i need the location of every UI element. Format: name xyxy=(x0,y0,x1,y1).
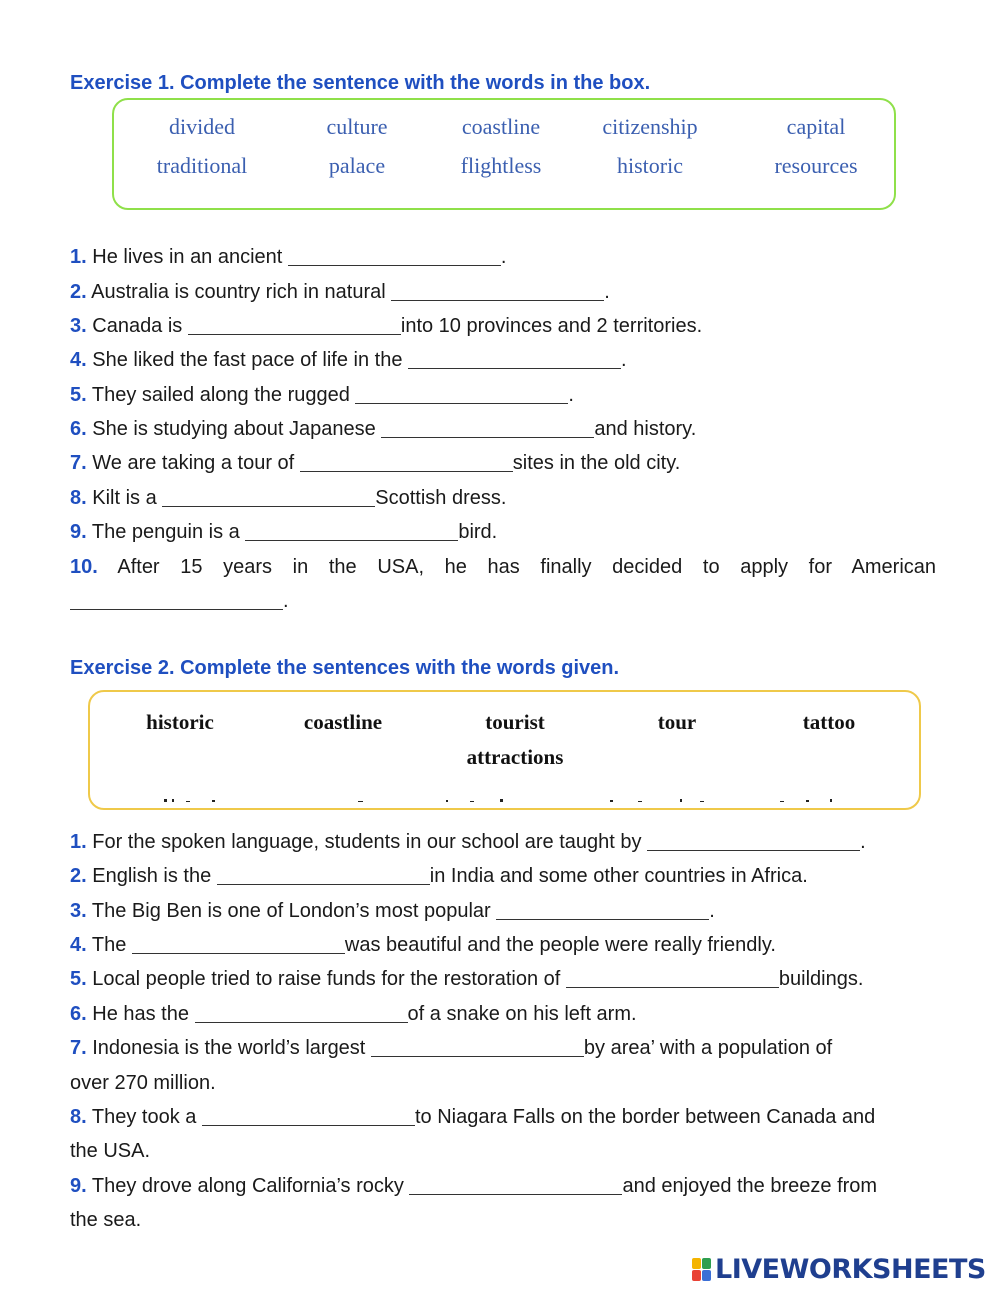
word-box-word: divided xyxy=(169,114,235,139)
sentence-7 xyxy=(70,451,936,475)
ex2-sentence-9 xyxy=(70,1174,936,1198)
sentence-number: 6. xyxy=(70,418,87,440)
sentence-text: sites in the old city. xyxy=(512,452,681,474)
word-box-word: citizenship xyxy=(602,114,698,139)
sentence-number: 8. xyxy=(70,1106,87,1128)
sentence-text: They took a xyxy=(91,1106,202,1128)
word-box-word: traditional xyxy=(156,153,248,178)
word-box-word: capital xyxy=(786,114,846,139)
sentence-text: was beautiful and the people were really friendly. xyxy=(344,934,776,956)
sentence-text: They sailed along the rugged xyxy=(91,384,356,406)
answer-blank[interactable] xyxy=(245,520,458,541)
answer-blank[interactable] xyxy=(647,830,860,851)
sentence-text: The penguin is a xyxy=(91,521,246,543)
sentence-text: He has the xyxy=(92,1003,195,1025)
sentence-text: Local people tried to raise funds for the restoration of xyxy=(92,968,566,990)
word-box-word: attractions xyxy=(466,745,564,769)
sentence-text: We are taking a tour of xyxy=(92,452,300,474)
sentence-text: He lives in an ancient xyxy=(92,246,288,268)
sentence-text: . xyxy=(283,590,289,612)
sentence-text: She liked the fast pace of life in the xyxy=(92,349,409,371)
answer-blank[interactable] xyxy=(355,383,568,404)
answer-blank[interactable] xyxy=(188,314,401,335)
clipped-text-fragments xyxy=(90,795,919,802)
sentence-text: . xyxy=(604,281,610,303)
ex2-sentence-2 xyxy=(70,864,936,888)
ex2-sentence-1 xyxy=(70,830,936,854)
answer-blank[interactable] xyxy=(70,589,283,610)
ex2-sentence-3 xyxy=(70,899,936,923)
sentence-text: They drove along California’s rocky xyxy=(91,1175,410,1197)
sentence-text: . xyxy=(500,246,507,268)
ex2-sentence-8 xyxy=(70,1105,936,1129)
answer-blank[interactable] xyxy=(409,1174,622,1195)
sentence-number: 5. xyxy=(70,968,87,990)
sentence-text: . xyxy=(621,349,627,371)
word-box-word: coastline xyxy=(461,114,541,139)
sentence-2 xyxy=(70,280,936,304)
sentence-10-continuation xyxy=(70,589,936,613)
sentence-number: 7. xyxy=(70,452,87,474)
sentence-10 xyxy=(70,555,936,579)
sentence-text: and history. xyxy=(594,418,697,440)
sentence-text: She is studying about Japanese xyxy=(92,418,382,440)
answer-blank[interactable] xyxy=(496,899,709,920)
answer-blank[interactable] xyxy=(132,933,345,954)
ex2-sentence-8-continuation xyxy=(70,1139,936,1163)
ex2-sentence-4 xyxy=(70,933,936,957)
clipped-word-row xyxy=(90,792,919,802)
sentence-5 xyxy=(70,383,936,407)
liveworksheets-logo-icon xyxy=(692,1257,712,1281)
sentence-text: Scottish dress. xyxy=(375,487,507,509)
sentence-text: the USA. xyxy=(70,1140,151,1162)
word-box-row xyxy=(114,153,894,189)
sentence-number: 2. xyxy=(70,865,87,887)
sentence-3 xyxy=(70,314,936,338)
sentence-text: For the spoken language, students in our school are taught by xyxy=(92,831,648,853)
answer-blank[interactable] xyxy=(408,348,621,369)
sentence-text: over 270 million. xyxy=(70,1072,216,1094)
sentence-text: . xyxy=(568,384,574,406)
sentence-9 xyxy=(70,520,936,544)
sentence-6 xyxy=(70,417,936,441)
word-box-word: resources xyxy=(774,153,858,178)
sentence-number: 1. xyxy=(70,246,87,268)
sentence-4 xyxy=(70,348,936,372)
sentence-number: 9. xyxy=(70,521,87,543)
answer-blank[interactable] xyxy=(217,864,430,885)
word-box-word: tour xyxy=(657,710,697,734)
sentence-number: 9. xyxy=(70,1175,87,1197)
sentence-text: The xyxy=(91,934,132,956)
word-box-word: flightless xyxy=(460,153,542,178)
sentence-text: . xyxy=(709,900,715,922)
sentence-number: 4. xyxy=(70,934,87,956)
word-box-row xyxy=(114,114,894,150)
word-box-word: historic xyxy=(617,153,683,178)
answer-blank[interactable] xyxy=(391,280,604,301)
sentence-number: 6. xyxy=(70,1003,87,1025)
sentence-text: Indonesia is the world’s largest xyxy=(92,1037,371,1059)
exercise-2-word-box xyxy=(88,690,921,810)
sentence-number: 4. xyxy=(70,349,87,371)
sentence-text: and enjoyed the breeze from xyxy=(622,1175,878,1197)
sentence-text: bird. xyxy=(458,521,498,543)
exercise-1-word-box xyxy=(112,98,896,210)
sentence-text: in India and some other countries in Africa. xyxy=(429,865,808,887)
answer-blank[interactable] xyxy=(371,1036,584,1057)
sentence-number: 5. xyxy=(70,384,87,406)
sentence-number: 2. xyxy=(70,281,87,303)
ex2-sentence-6 xyxy=(70,1002,936,1026)
word-box-word: palace xyxy=(328,153,386,178)
ex2-sentence-9-continuation xyxy=(70,1208,936,1232)
sentence-text: . xyxy=(860,831,866,853)
sentence-text: After 15 years in the USA, he has finally decided to apply for American xyxy=(117,556,937,578)
sentence-number: 7. xyxy=(70,1037,87,1059)
word-box-word: culture xyxy=(326,114,388,139)
word-box-word: tourist xyxy=(485,710,545,734)
sentence-text: Australia is country rich in natural xyxy=(91,281,392,303)
answer-blank[interactable] xyxy=(202,1105,415,1126)
word-box-word: coastline xyxy=(303,710,383,734)
sentence-number: 1. xyxy=(70,831,87,853)
liveworksheets-logo[interactable] xyxy=(692,1253,986,1285)
sentence-8 xyxy=(70,486,936,510)
sentence-number: 3. xyxy=(70,315,87,337)
sentence-text: Canada is xyxy=(92,315,188,337)
sentence-number: 8. xyxy=(70,487,87,509)
ex2-sentence-7 xyxy=(70,1036,936,1060)
sentence-text: by area’ with a population of xyxy=(583,1037,833,1059)
sentence-text: to Niagara Falls on the border between Canada and xyxy=(414,1106,876,1128)
sentence-number: 10. xyxy=(70,556,98,578)
answer-blank[interactable] xyxy=(162,486,375,507)
logo-text: LIVEWORKSHEETS xyxy=(715,1253,986,1285)
answer-blank[interactable] xyxy=(381,417,594,438)
answer-blank[interactable] xyxy=(195,1002,408,1023)
sentence-text: the sea. xyxy=(70,1209,142,1231)
exercise-1-title: Exercise 1. Complete the sentence with the words in the box. xyxy=(70,72,651,94)
answer-blank[interactable] xyxy=(566,967,779,988)
sentence-text: buildings. xyxy=(778,968,864,990)
sentence-text: The Big Ben is one of London’s most popular xyxy=(91,900,497,922)
answer-blank[interactable] xyxy=(288,245,501,266)
sentence-text: into 10 provinces and 2 territories. xyxy=(400,315,703,337)
answer-blank[interactable] xyxy=(300,451,513,472)
sentence-text: of a snake on his left arm. xyxy=(407,1003,637,1025)
ex2-sentence-7-continuation xyxy=(70,1071,936,1095)
word-box-word: tattoo xyxy=(802,710,856,734)
sentence-1 xyxy=(70,245,936,269)
word-box-word: historic xyxy=(146,710,214,734)
exercise-2-title: Exercise 2. Complete the sentences with the words given. xyxy=(70,657,620,679)
ex2-sentence-5 xyxy=(70,967,936,991)
sentence-text: English is the xyxy=(92,865,217,887)
sentence-number: 3. xyxy=(70,900,87,922)
sentence-text: Kilt is a xyxy=(92,487,163,509)
